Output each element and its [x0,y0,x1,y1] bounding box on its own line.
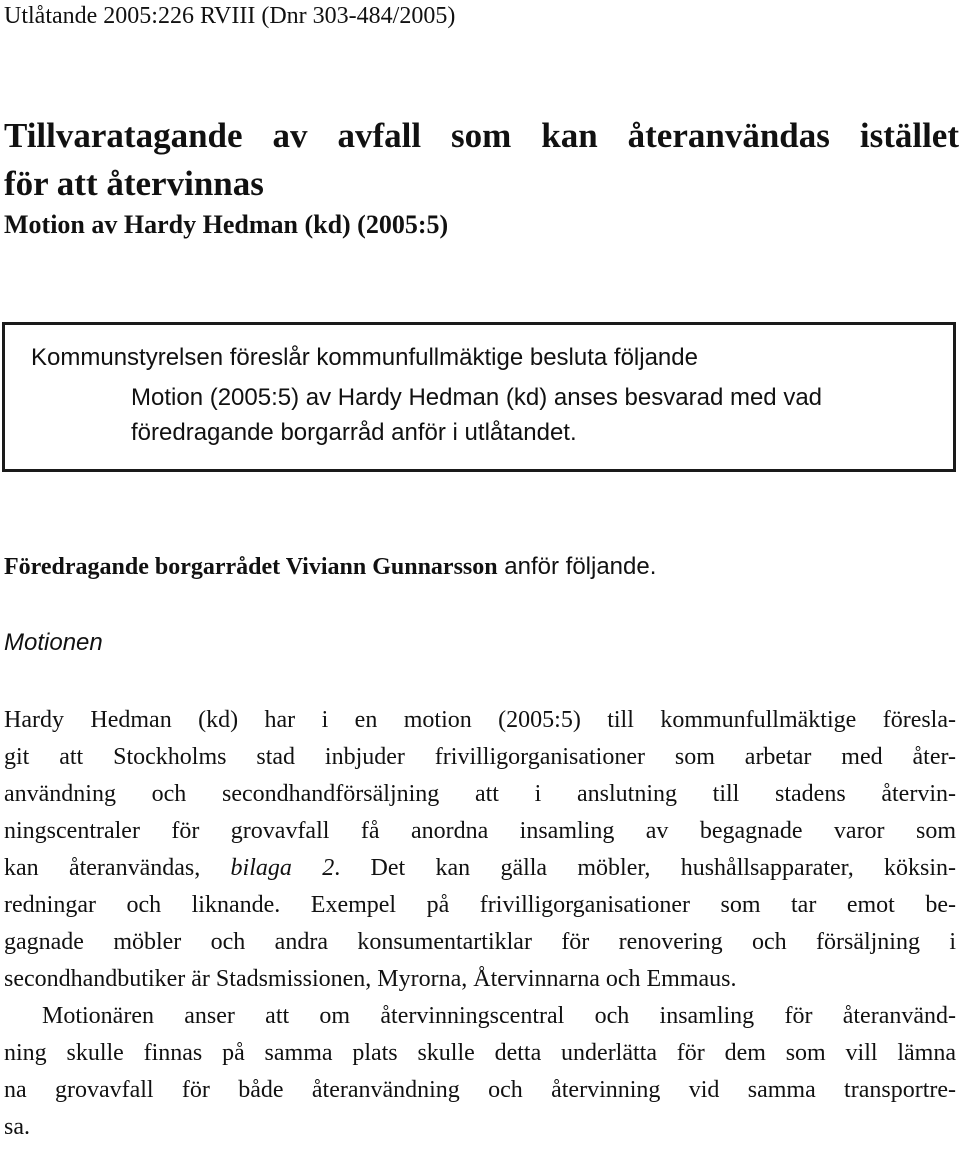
document-reference: Utlåtande 2005:226 RVIII (Dnr 303-484/2005) [4,3,456,29]
rapporteur-statement [4,551,656,583]
title-line-1: Tillvaratagande av avfall som kan återanvändas istället [4,116,959,155]
decision-line: föredragande borgarråd anför i utlåtandet. [131,419,577,446]
section-heading-motionen: Motionen [4,629,103,656]
decision-line: Motion (2005:5) av Hardy Hedman (kd) anses besvarad med vad [131,384,823,411]
body-line: Hardy Hedman (kd) har i en motion (2005:5) till kommunfullmäktige föresla- [4,707,956,733]
title-line-2: för att återvinnas [4,164,264,203]
body-line: secondhandbutiker är Stadsmissionen, Myrorna, Återvinnarna och Emmaus. [4,966,737,992]
body-line: ningscentraler för grovavfall få anordna insamling av begagnade varor som [4,818,956,844]
rapporteur-rest: anför följande. [497,553,657,580]
body-text [4,702,956,1146]
body-line: ning skulle finnas på samma plats skulle detta underlätta för dem som vill lämna [4,1040,956,1066]
body-line-end: . Det kan gälla möbler, hushållsapparater, köksin- [334,855,957,881]
body-line: användning och secondhandförsäljning att i anslutning till stadens återvin- [4,781,956,807]
body-line-start: kan återanvändas, [4,855,201,881]
body-line: sa. [4,1114,30,1140]
decision-text [131,380,931,450]
body-line: git att Stockholms stad inbjuder frivilligorganisationer som arbetar med åter- [4,744,956,770]
body-line: Motionären anser att om återvinningscentral och insamling för återanvänd- [42,1003,956,1029]
body-line: gagnade möbler och andra konsumentartiklar för renovering och försäljning i [4,929,956,955]
body-line: na grovavfall för både återanvändning och återvinning vid samma transportre- [4,1077,956,1103]
attachment-reference: bilaga 2 [230,855,335,881]
body-line: redningar och liknande. Exempel på frivilligorganisationer som tar emot be- [4,892,956,918]
decision-proposal-box [2,322,956,472]
decision-intro: Kommunstyrelsen föreslår kommunfullmäktige besluta följande [31,344,698,371]
document-title [4,112,959,208]
body-line [4,850,956,887]
rapporteur-name: Föredragande borgarrådet Viviann Gunnarsson [4,554,498,580]
document-subtitle: Motion av Hardy Hedman (kd) (2005:5) [4,210,449,239]
